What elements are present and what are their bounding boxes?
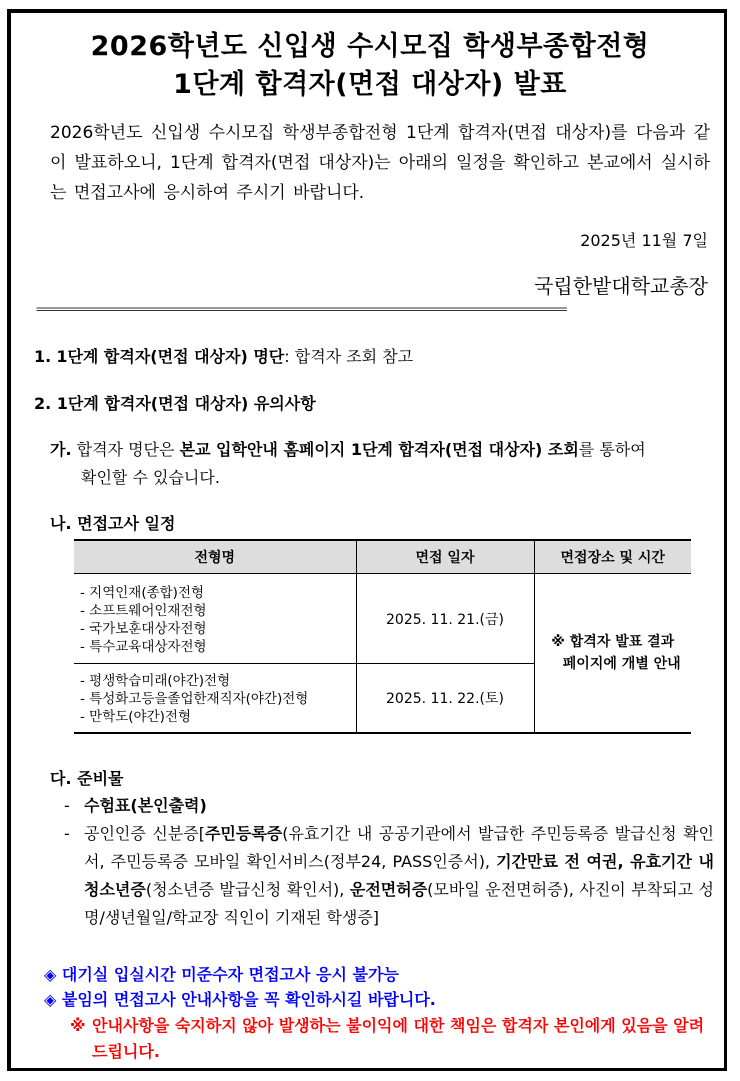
- track-item: - 특성화고등을졸업한재직자(야간)전형: [80, 691, 309, 707]
- note-3-text: 안내사항을 숙지하지 않아 발생하는 불이익에 대한 책임은 합격자 본인에게 있음을 알려드립니다.: [92, 1016, 705, 1061]
- divider: ===========================================================================================: [36, 302, 567, 316]
- item-ga-post: 를 통하여: [578, 440, 646, 459]
- prep-bold: 운전면허증: [349, 880, 428, 899]
- diamond-icon: ◈: [44, 990, 57, 1009]
- prep-bold: 기간만료 전 여권, 유효기간 내 청소년증: [84, 852, 714, 899]
- intro-paragraph: 2026학년도 신입생 수시모집 학생부종합전형 1단계 합격자(면접 대상자)를 다음과 같이 발표하오니, 1단계 합격자(면접 대상자)는 아래의 일정을 확인하고 본교에서 실시하는 면접고사에 응시하여 주시기 바랍니다.: [50, 123, 710, 203]
- prep-text: (모바일 운전면허증), 사진이 부착되고 성명/생년월일/학교장 직인이 기재된 학생증]: [84, 880, 714, 927]
- prep-item-2-text: [84, 820, 714, 932]
- prep-text: 공인인증 신분증[: [84, 824, 205, 843]
- header-track: 전형명: [74, 540, 356, 574]
- note-1: [44, 962, 714, 985]
- prep-item-2: [64, 820, 714, 932]
- section-2: [34, 391, 316, 414]
- item-ga-pre: 합격자 명단은: [76, 440, 180, 459]
- track-item: - 소프트웨어인재전형: [80, 602, 207, 619]
- title-line1: 2026학년도 신입생 수시모집 학생부종합전형: [90, 31, 650, 62]
- item-da: [50, 766, 124, 789]
- schedule-table: [74, 539, 691, 734]
- note-3: [70, 1013, 712, 1065]
- table-row: [74, 574, 691, 664]
- item-na: [50, 511, 175, 534]
- track-item: - 평생학습미래(야간)전형: [80, 673, 231, 689]
- track-list-group2: [74, 664, 356, 734]
- prep-item-1-text: 수험표(본인출력): [84, 796, 207, 815]
- header-place: 면접장소 및 시간: [534, 540, 691, 574]
- track-item: - 지역인재(종합)전형: [80, 584, 205, 601]
- track-list-group1: [74, 574, 356, 664]
- section-1: [34, 344, 413, 367]
- interview-place: [534, 574, 691, 734]
- prep-text: (유효기간 내 공공기관에서 발급한 주민등록증 발급신청 확인서, 주민등록증 모바일 확인서비스(정부24, PASS인증서),: [84, 824, 714, 871]
- prep-item-1: [64, 792, 714, 820]
- section-2-label: 1단계 합격자(면접 대상자) 유의사항: [56, 394, 316, 413]
- item-ga-mark: 가.: [50, 440, 72, 459]
- section-1-text: : 합격자 조회 참고: [284, 347, 414, 366]
- prep-bold: 주민등록증: [204, 824, 283, 843]
- bullet-dash: -: [64, 796, 70, 815]
- interview-date-group2: 2025. 11. 22.(토): [356, 664, 534, 734]
- announcement-date: 2025년 11월 7일: [580, 231, 708, 250]
- item-ga-line2: 확인할 수 있습니다.: [81, 468, 220, 487]
- note-1-text: 대기실 입실시간 미준수자 면접고사 응시 불가능: [61, 965, 399, 984]
- title-line2: 1단계 합격자(면접 대상자) 발표: [173, 69, 567, 100]
- place-line2: 페이지에 개별 안내: [562, 656, 681, 672]
- section-1-num: 1.: [34, 347, 52, 366]
- note-2-text: 붙임의 면접고사 안내사항을 꼭 확인하시길 바랍니다.: [61, 990, 436, 1009]
- table-header-row: [74, 540, 691, 574]
- track-item: - 특수교육대상자전형: [80, 638, 207, 655]
- item-ga: [50, 436, 710, 492]
- note-2: [44, 987, 714, 1010]
- item-da-mark: 다.: [50, 769, 72, 788]
- prep-text: (청소년증 발급신청 확인서),: [145, 880, 350, 899]
- interview-date-group1: 2025. 11. 21.(금): [356, 574, 534, 664]
- place-line1: ※ 합격자 발표 결과: [551, 634, 675, 650]
- reference-mark-icon: ※: [70, 1016, 86, 1035]
- section-2-num: 2.: [34, 394, 52, 413]
- signer: 국립한밭대학교총장: [534, 274, 708, 298]
- item-ga-bold: 본교 입학안내 홈페이지 1단계 합격자(면접 대상자) 조회: [179, 440, 579, 459]
- bullet-dash: -: [64, 824, 70, 843]
- track-item: - 만학도(야간)전형: [80, 709, 191, 725]
- header-date: 면접 일자: [356, 540, 534, 574]
- track-item: - 국가보훈대상자전형: [80, 620, 207, 637]
- item-na-label: 면접고사 일정: [77, 514, 176, 533]
- section-1-label: 1단계 합격자(면접 대상자) 명단: [56, 347, 285, 366]
- diamond-icon: ◈: [44, 965, 57, 984]
- item-da-label: 준비물: [77, 769, 124, 788]
- item-na-mark: 나.: [50, 514, 72, 533]
